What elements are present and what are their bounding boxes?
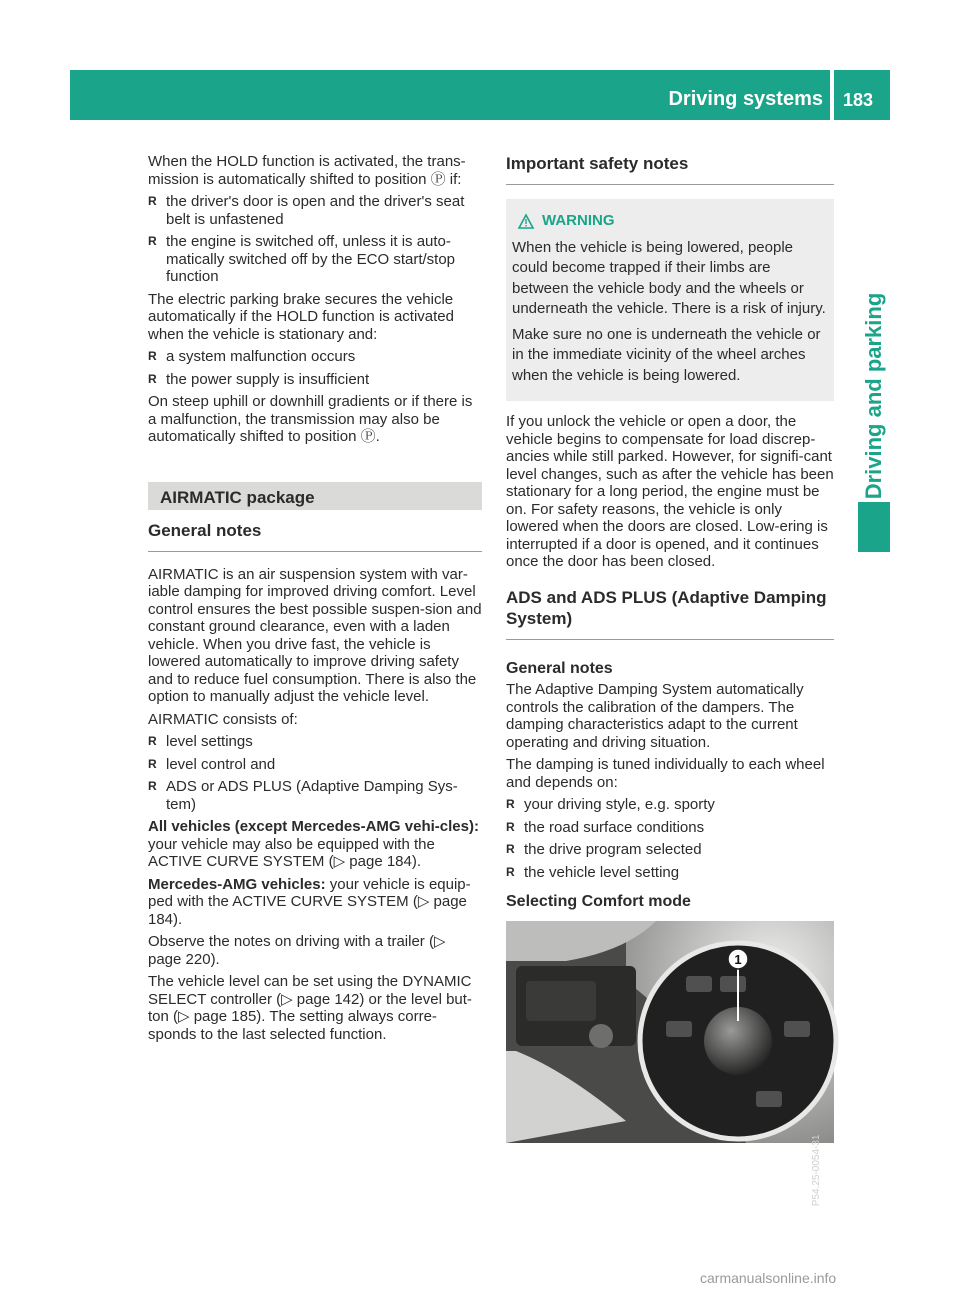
list-item: R the vehicle level setting bbox=[506, 864, 834, 882]
airmatic-description: AIRMATIC is an air suspension system with var-iable damping for improved driving comfort. Level control ensures the best possible suspen-sion and constant ground clearance, even with a laden vehicle. When you drive fast, the vehicle is lowered automatically to improve driving safety and to reduce fuel consumption. There is also the option to manually adjust the vehicle level. bbox=[148, 565, 482, 705]
comfort-mode-figure bbox=[506, 921, 834, 1207]
figure-label: P54.25-0054-31 bbox=[811, 1134, 823, 1207]
list-item: R the power supply is insufficient bbox=[148, 371, 482, 389]
warning-box bbox=[506, 199, 834, 401]
center-console-illustration bbox=[506, 921, 834, 1143]
warning-text-1: When the vehicle is being lowered, people could become trapped if their limbs are between the vehicle body and the wheels or underneath the vehicle. There is a risk of injury. bbox=[512, 238, 826, 317]
trailer-note: Observe the notes on driving with a trailer (▷ page 220). bbox=[148, 933, 446, 968]
parking-brake-text: The electric parking brake secures the vehicle automatically if the HOLD function is activated when the vehicle is stationary and: bbox=[148, 290, 454, 343]
chapter-tab-label: Driving and parking bbox=[861, 292, 886, 500]
header-divider bbox=[830, 70, 834, 120]
list-item: R the road surface conditions bbox=[506, 819, 834, 837]
left-column bbox=[148, 153, 482, 1048]
list-item: R the engine is switched off, unless it is auto-matically switched off by the ECO start/stop function bbox=[148, 233, 482, 286]
warning-title bbox=[512, 211, 826, 232]
list-item: R a system malfunction occurs bbox=[148, 348, 482, 366]
all-vehicles-note bbox=[148, 818, 482, 871]
list-item: R ADS or ADS PLUS (Adaptive Damping Sys-tem) bbox=[148, 778, 482, 813]
all-vehicles-text: your vehicle may also be equipped with the ACTIVE CURVE SYSTEM (▷ page 184). bbox=[148, 835, 435, 870]
warning-text-2: Make sure no one is underneath the vehicle or in the immediate vicinity of the wheel arches when the vehicle is being lowered. bbox=[512, 325, 821, 384]
list-item: R the driver's door is open and the driver's seat belt is unfastened bbox=[148, 193, 482, 228]
figure-callout: 1 bbox=[734, 951, 742, 967]
airmatic-consists: AIRMATIC consists of: bbox=[148, 710, 298, 728]
page-section-title: Driving systems bbox=[668, 88, 823, 110]
page-number: 183 bbox=[843, 90, 874, 110]
warning-triangle-icon bbox=[518, 214, 534, 229]
list-item: R the drive program selected bbox=[506, 841, 834, 859]
ads-description: The Adaptive Damping System automatically controls the calibration of the dampers. The damping characteristics adapt to the current operating and driving situation. bbox=[506, 681, 804, 751]
list-item: R level control and bbox=[148, 756, 482, 774]
ads-depends: The damping is tuned individually to each wheel and depends on: bbox=[506, 756, 825, 791]
list-item: R your driving style, e.g. sporty bbox=[506, 796, 834, 814]
amg-note bbox=[148, 876, 482, 929]
gradient-text: On steep uphill or downhill gradients or if there is a malfunction, the transmission may also be automatically shifted to position Ⓟ. bbox=[148, 393, 473, 445]
comfort-mode-heading: Selecting Comfort mode bbox=[506, 893, 691, 910]
amg-label: Mercedes-AMG vehicles: bbox=[148, 875, 326, 893]
chapter-tab-marker bbox=[858, 502, 890, 552]
airmatic-band: AIRMATIC package bbox=[148, 482, 482, 510]
safety-heading: Important safety notes bbox=[506, 153, 834, 185]
list-item: R level settings bbox=[148, 733, 482, 751]
all-vehicles-label: All vehicles (except Mercedes-AMG vehi-cles): bbox=[148, 818, 479, 835]
level-setting-note: The vehicle level can be set using the DYNAMIC SELECT controller (▷ page 142) or the level but-ton (▷ page 185). The setting always corre-sponds to the last selected function. bbox=[148, 973, 472, 1043]
footer-url: carmanualsonline.info bbox=[700, 1270, 837, 1286]
general-notes-heading: General notes bbox=[148, 520, 482, 552]
warning-title-text: WARNING bbox=[542, 212, 615, 229]
unlock-text: If you unlock the vehicle or open a door, the vehicle begins to compensate for load discrep-ancies while still parked. However, for signifi-cant level changes, such as after the vehicle has been stationary for a long period, the engine must be on. For safety reasons, the vehicle is only lowered when the doors are closed. Low-ering is interrupted if a door is opened, and it continues once the door has been closed. bbox=[506, 413, 834, 570]
general-notes-subheading: General notes bbox=[506, 659, 613, 677]
hold-intro: When the HOLD function is activated, the trans-mission is automatically shifted to position Ⓟ if: bbox=[148, 153, 466, 188]
amg-text: your vehicle is equip-ped with the ACTIVE CURVE SYSTEM (▷ page 184). bbox=[148, 875, 471, 928]
right-column bbox=[506, 153, 834, 1207]
ads-heading: ADS and ADS PLUS (Adaptive Damping System) bbox=[506, 587, 834, 640]
